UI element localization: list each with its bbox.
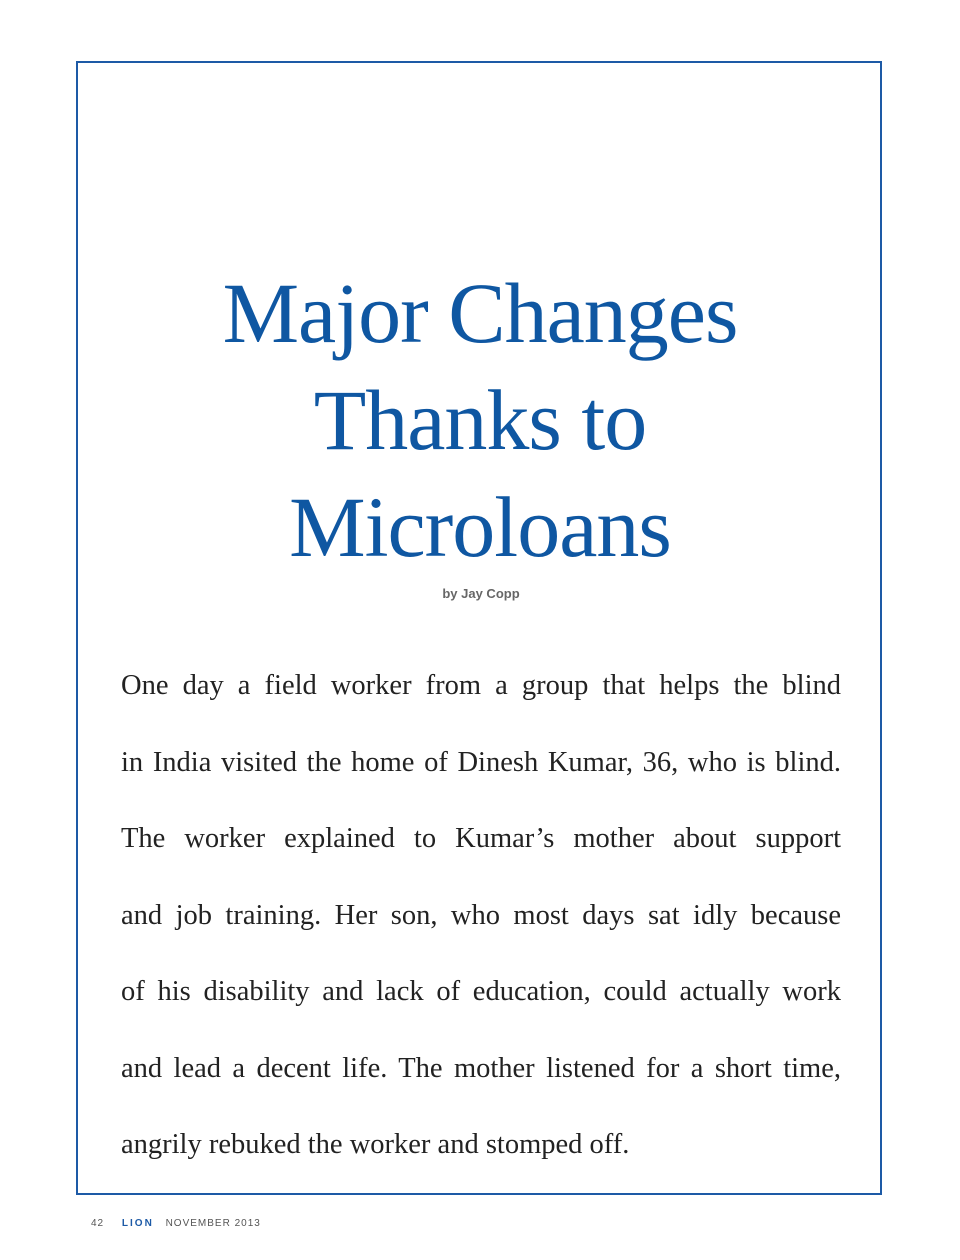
article-body: [121, 648, 841, 1184]
body-line: and lead a decent life. The mother listened for a short time,: [121, 1052, 841, 1084]
magazine-name: LION: [121, 1218, 154, 1229]
body-line: of his disability and lack of education, could actually work: [121, 976, 841, 1007]
issue-date: NOVEMBER 2013: [165, 1218, 261, 1229]
article-title: [0, 260, 960, 581]
body-line: One day a field worker from a group that helps the blind: [121, 670, 841, 701]
page-number: 42: [91, 1218, 105, 1229]
body-line: and job training. Her son, who most days sat idly because: [121, 899, 841, 931]
title-line: Thanks to: [313, 372, 647, 468]
title-line: Major Changes: [222, 265, 738, 361]
title-line: Microloans: [289, 479, 671, 575]
byline: by Jay Copp: [442, 586, 520, 601]
body-line: in India visited the home of Dinesh Kumar, 36, who is blind.: [121, 746, 841, 778]
body-line: angrily rebuked the worker and stomped off.: [121, 1129, 630, 1160]
page-footer: [91, 1217, 261, 1231]
body-line: The worker explained to Kumar’s mother about support: [121, 823, 841, 854]
